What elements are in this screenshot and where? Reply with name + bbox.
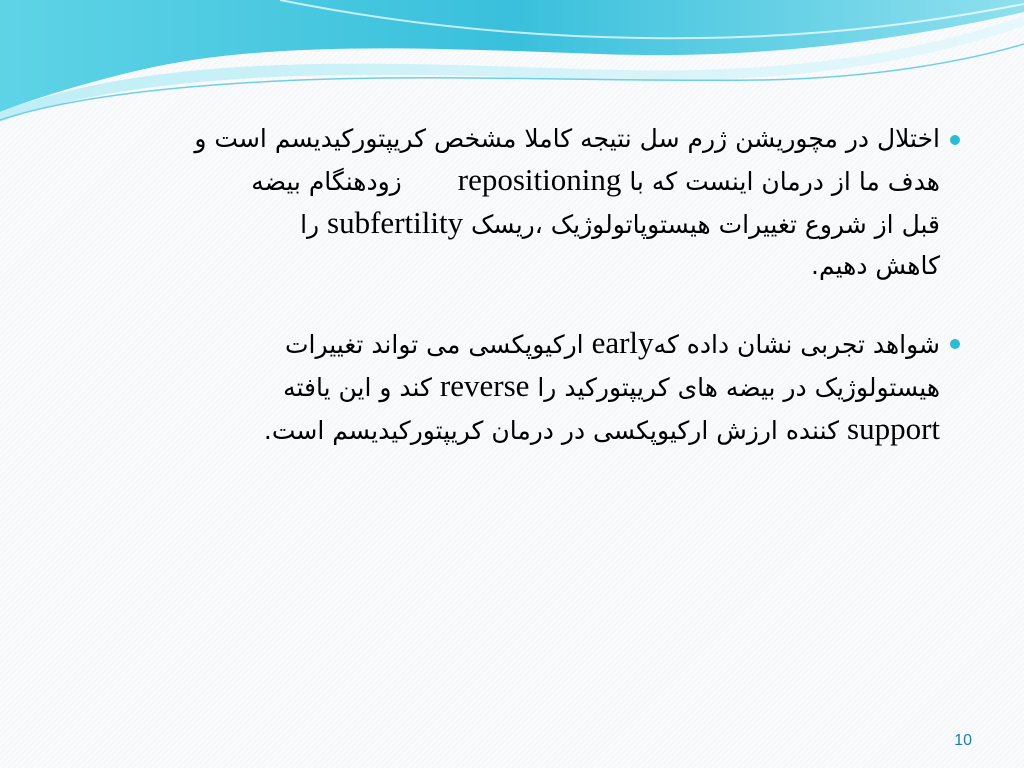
bullet-item bbox=[60, 322, 940, 451]
bullet-item bbox=[60, 118, 940, 286]
header-wave-decoration bbox=[0, 0, 1024, 130]
page-number: 10 bbox=[954, 732, 972, 749]
line-text: ارکیوپکسی می تواند تغییرات bbox=[284, 330, 584, 359]
bullet-line bbox=[60, 118, 940, 159]
bullet-dot-icon bbox=[950, 339, 960, 349]
line-text: شواهد تجربی نشان داده که bbox=[653, 330, 940, 359]
bullet-line bbox=[60, 322, 940, 365]
english-term: repositioning bbox=[457, 162, 622, 197]
bullet-line bbox=[60, 365, 940, 408]
line-text: قبل از شروع تغییرات هیستوپاتولوژیک ،ریسک bbox=[471, 210, 940, 239]
bullet-line bbox=[60, 408, 940, 451]
line-text: هدف ما از درمان اینست که با bbox=[629, 167, 940, 196]
bullet-line bbox=[60, 159, 940, 202]
english-term: subfertility bbox=[327, 205, 464, 240]
english-term: support bbox=[847, 411, 940, 446]
line-text: را bbox=[300, 210, 320, 239]
bullet-dot-icon bbox=[950, 135, 960, 145]
bullet-line bbox=[60, 245, 940, 286]
english-term: early bbox=[591, 325, 654, 360]
line-text: اختلال در مچوریشن ژرم سل نتیجه کاملا مشخص کریپتورکیدیسم است و bbox=[194, 124, 940, 153]
bullet-line bbox=[60, 202, 940, 245]
english-term: reverse bbox=[439, 368, 530, 403]
line-text: کند و این یافته bbox=[283, 373, 432, 402]
line-text: کننده ارزش ارکیوپکسی در درمان کریپتورکیدیسم است. bbox=[263, 416, 840, 445]
line-text: هیستولوژیک در بیضه های کریپتورکید را bbox=[537, 373, 940, 402]
line-text: زودهنگام بیضه bbox=[251, 167, 402, 196]
slide-body bbox=[60, 118, 940, 451]
line-text: کاهش دهیم. bbox=[811, 251, 940, 280]
